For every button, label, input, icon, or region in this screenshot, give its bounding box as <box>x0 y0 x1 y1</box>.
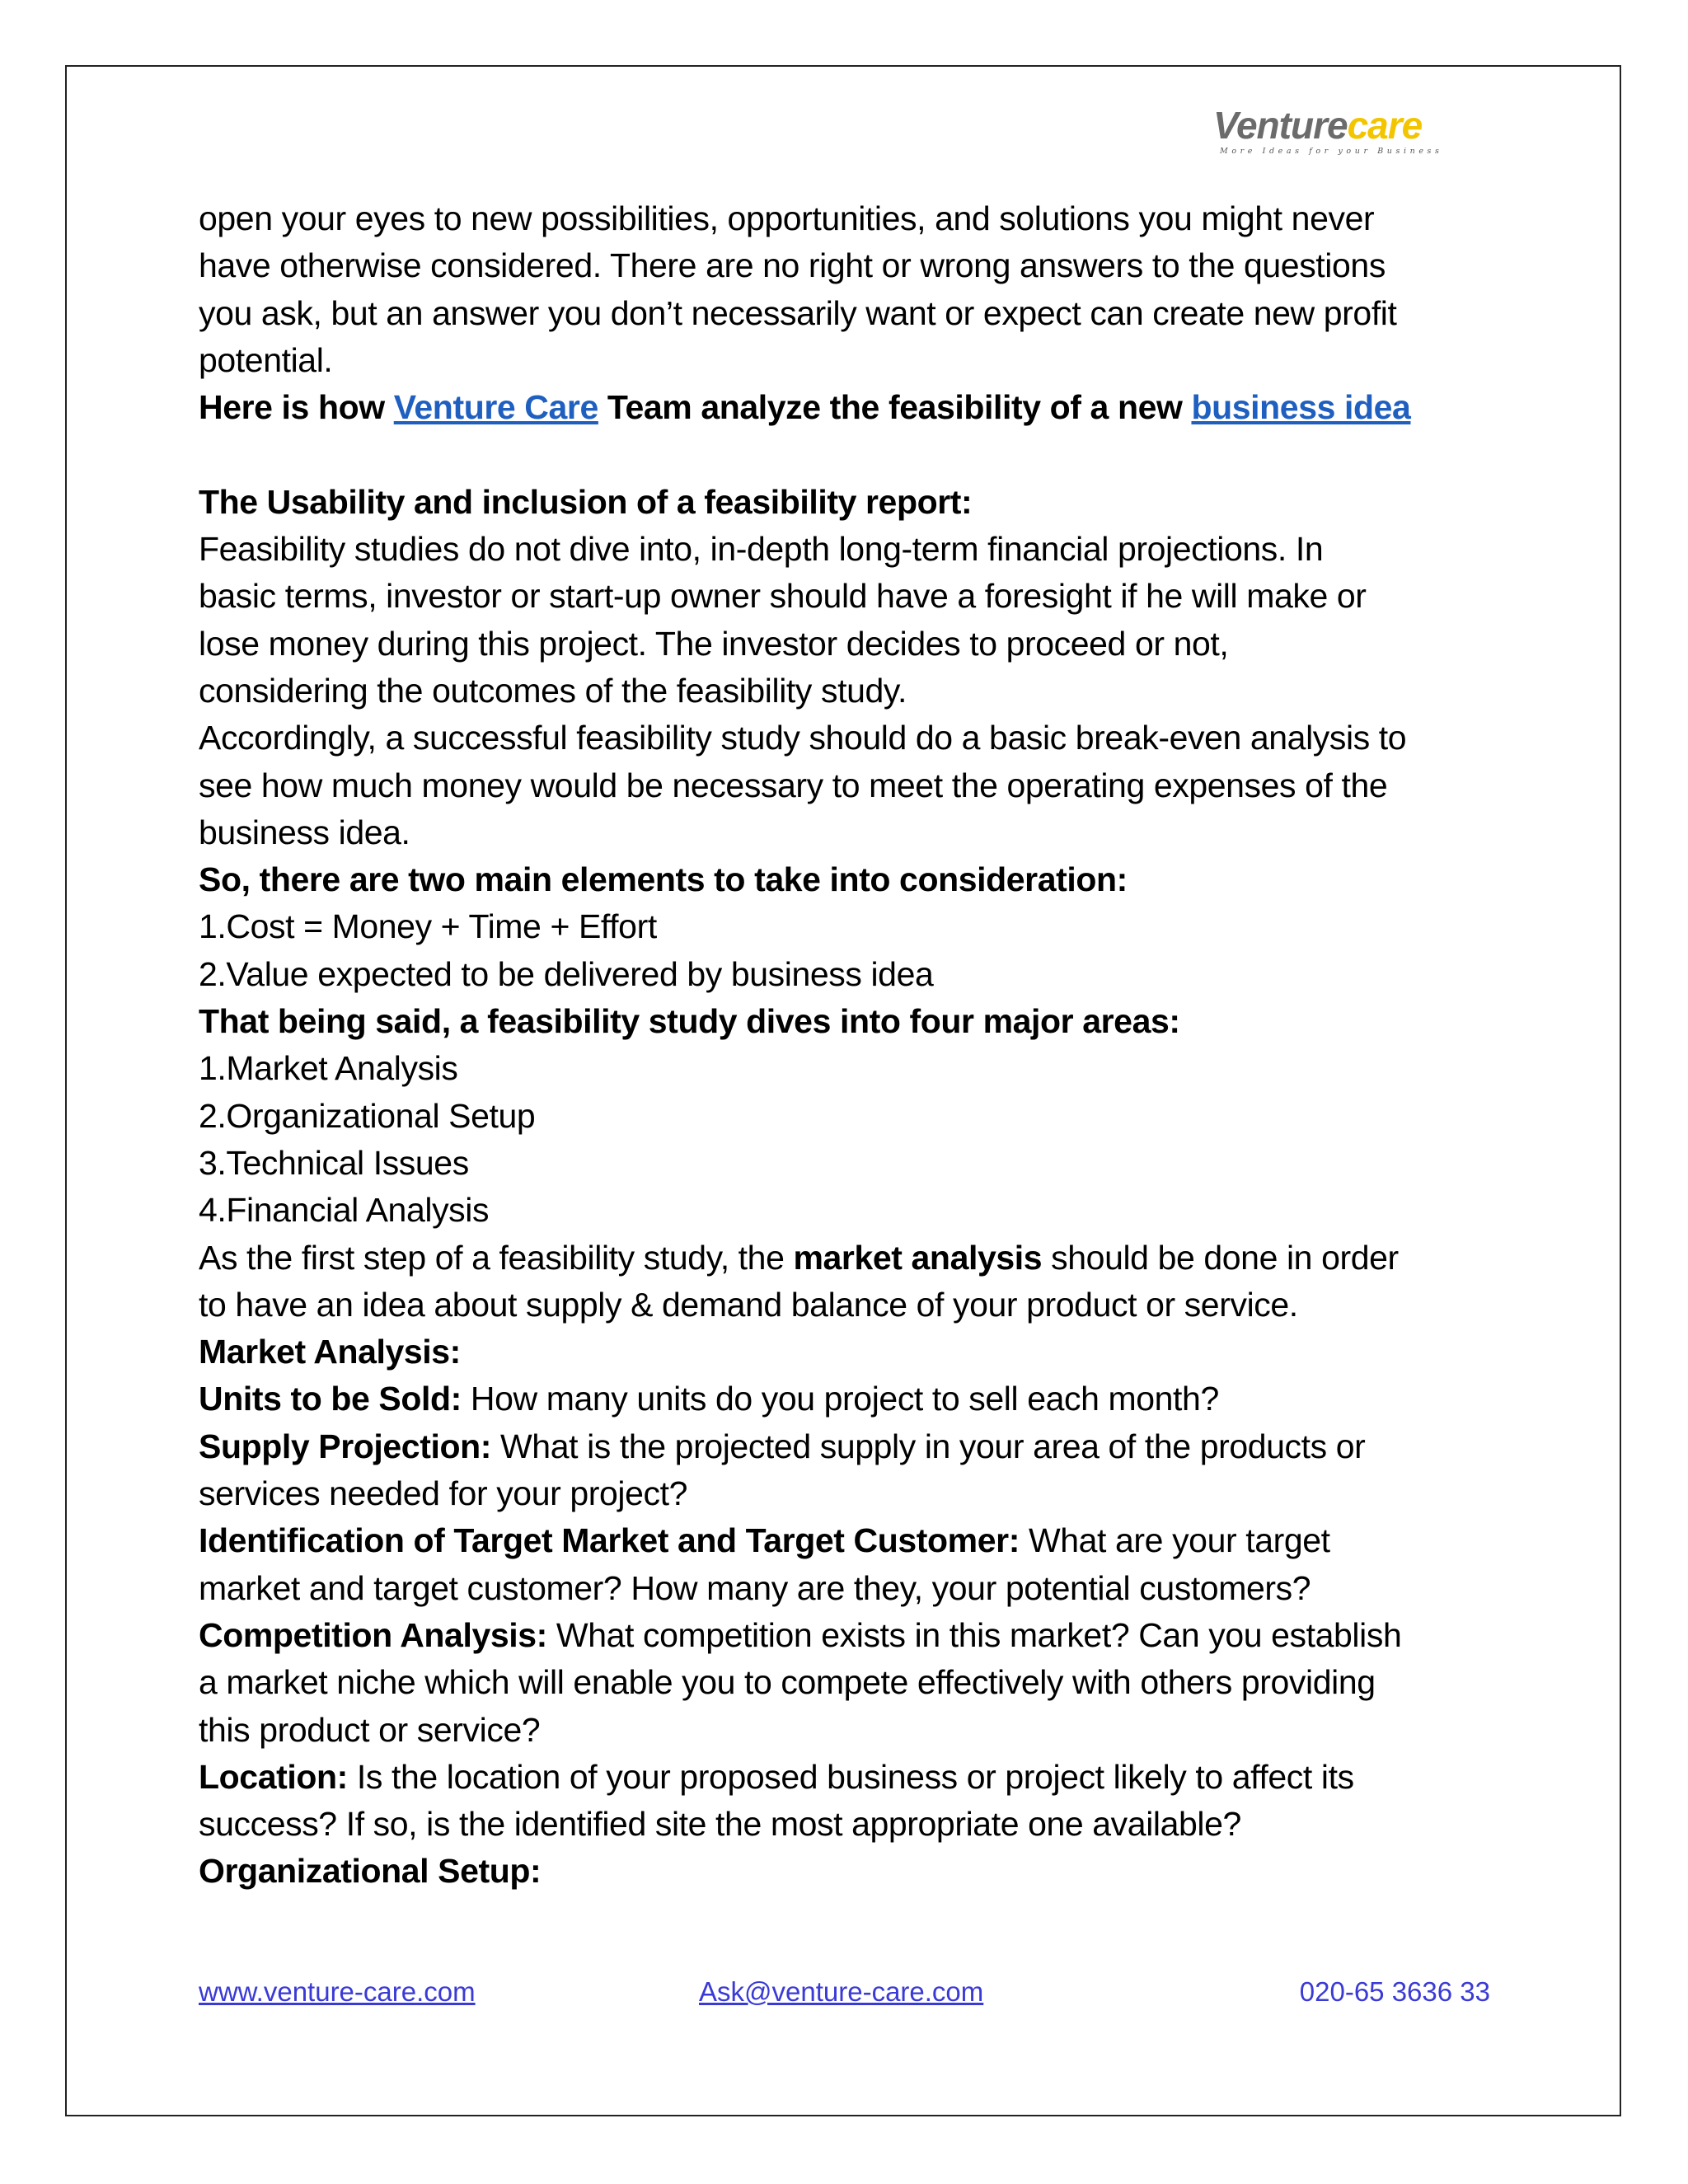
logo-text-main: Venture <box>1213 104 1348 147</box>
market-heading: Market Analysis: <box>199 1333 461 1371</box>
location-line: Location: Is the location of your proposed business or project likely to affect its <box>199 1757 1354 1796</box>
usability-heading: The Usability and inclusion of a feasibility report: <box>199 482 973 521</box>
competition-line: this product or service? <box>199 1710 541 1749</box>
p3-line: business idea. <box>199 813 410 851</box>
four-areas-heading: That being said, a feasibility study dives into four major areas: <box>199 1002 1180 1041</box>
business-idea-link[interactable]: business idea <box>1191 388 1411 427</box>
document-body <box>199 195 1509 1896</box>
target-line: market and target customer? How many are they, your potential customers? <box>199 1568 1311 1607</box>
p2-line: basic terms, investor or start-up owner should have a foresight if he will make or <box>199 577 1367 616</box>
p3-line: Accordingly, a successful feasibility study should do a basic break-even analysis to <box>199 719 1407 757</box>
list-item: 1.Cost = Money + Time + Effort <box>199 907 657 946</box>
p3-line: see how much money would be necessary to meet the operating expenses of the <box>199 766 1388 804</box>
first-step-line: to have an idea about supply & demand balance of your product or service. <box>199 1285 1298 1324</box>
p1-line: open your eyes to new possibilities, opportunities, and solutions you might never <box>199 199 1375 237</box>
list-item: 4.Financial Analysis <box>199 1191 490 1230</box>
p2-line: considering the outcomes of the feasibility study. <box>199 671 907 710</box>
venture-care-link[interactable]: Venture Care <box>393 388 598 427</box>
two-elements-heading: So, there are two main elements to take into consideration: <box>199 860 1128 899</box>
org-heading: Organizational Setup: <box>199 1852 542 1891</box>
list-item: 3.Technical Issues <box>199 1143 469 1182</box>
location-line: success? If so, is the identified site the most appropriate one available? <box>199 1805 1241 1844</box>
list-item: 1.Market Analysis <box>199 1049 458 1088</box>
logo-text-accent: care <box>1347 104 1423 147</box>
analysis-intro: Here is how Venture Care Team analyze the feasibility of a new business idea <box>199 388 1411 427</box>
email-link[interactable]: Ask@venture-care.com <box>699 1976 984 2007</box>
svg-text:Venturecare <box>1213 104 1423 147</box>
p1-line: you ask, but an answer you don’t necessarily want or expect can create new profit <box>199 293 1397 332</box>
competition-line: a market niche which will enable you to compete effectively with others providing <box>199 1663 1376 1702</box>
p2-line: Feasibility studies do not dive into, in-depth long-term financial projections. In <box>199 530 1324 569</box>
p1-line: have otherwise considered. There are no right or wrong answers to the questions <box>199 246 1386 285</box>
logo-tagline: More Ideas for your Business <box>1220 147 1443 156</box>
p2-line: lose money during this project. The investor decides to proceed or not, <box>199 624 1229 663</box>
venturecare-logo <box>1212 97 1467 163</box>
supply-line: Supply Projection: What is the projected supply in your area of the products or <box>199 1427 1366 1465</box>
first-step-line: As the first step of a feasibility study, the market analysis should be done in order <box>199 1238 1399 1277</box>
p1-line: potential. <box>199 340 333 379</box>
footer <box>199 1971 1490 2013</box>
list-item: 2.Value expected to be delivered by business idea <box>199 954 934 993</box>
website-link[interactable]: www.venture-care.com <box>199 1976 476 2007</box>
list-item: 2.Organizational Setup <box>199 1096 536 1135</box>
target-line: Identification of Target Market and Target Customer: What are your target <box>199 1521 1330 1560</box>
phone-number: 020-65 3636 33 <box>1299 1976 1490 2007</box>
competition-line: Competition Analysis: What competition exists in this market? Can you establish <box>199 1615 1402 1654</box>
units-line: Units to be Sold: How many units do you project to sell each month? <box>199 1380 1219 1418</box>
spacer <box>199 431 1509 478</box>
supply-line: services needed for your project? <box>199 1474 688 1513</box>
